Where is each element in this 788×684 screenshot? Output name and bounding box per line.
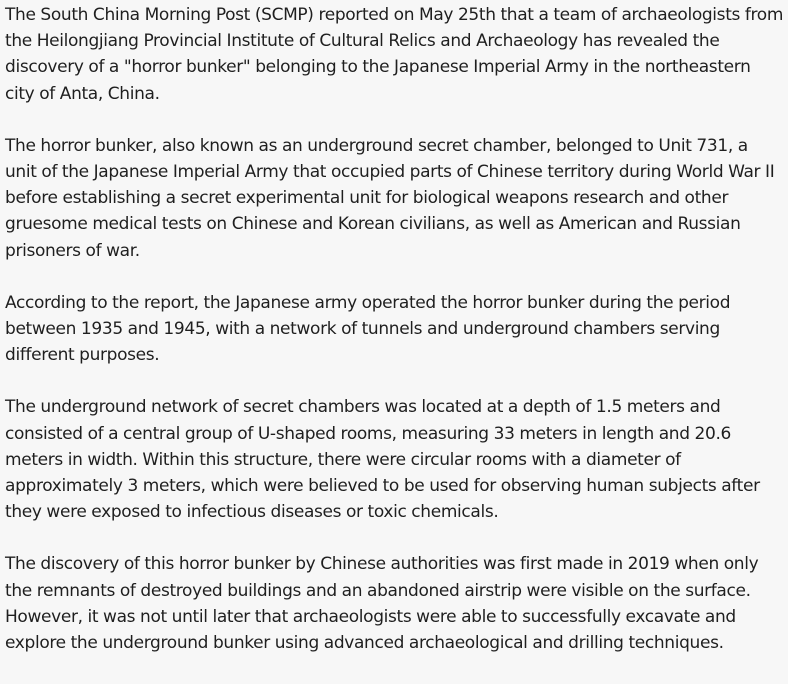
article-paragraph-discovery: The discovery of this horror bunker by Chinese authorities was first made in 2019 when only the remnants of destroyed buildings and an abandoned airstrip were visible on the surface. However, it was not until later that archaeologists were able to successfully excavate and explore the underground bunker using advanced archaeological and drilling techniques. — [5, 554, 759, 654]
article-paragraph-unit-731: The horror bunker, also known as an underground secret chamber, belonged to Unit 731, a unit of the Japanese Imperial Army that occupied parts of Chinese territory during World War II before establishing a secret experimental unit for biological weapons research and other gruesome medical tests on Chinese and Korean civilians, as well as American and Russian prisoners of war. — [5, 135, 775, 261]
article-paragraph-chamber-dimensions: The underground network of secret chambers was located at a depth of 1.5 meters and consisted of a central group of U-shaped rooms, measuring 33 meters in length and 20.6 meters in width. Within this structure, there were circular rooms with a diameter of approximately 3 meters, which were believed to be used for observing human subjects after they were exposed to infectious diseases or toxic chemicals. — [5, 397, 760, 523]
article-paragraph-scmp-report: The South China Morning Post (SCMP) reported on May 25th that a team of archaeologists from the Heilongjiang Provincial Institute of Cultural Relics and Archaeology has revealed the discovery of a "horror bunker" belonging to the Japanese Imperial Army in the northeastern city of Anta, China. — [5, 5, 784, 104]
article-paragraph-operation-period: According to the report, the Japanese army operated the horror bunker during the period between 1935 and 1945, with a network of tunnels and underground chambers serving different purposes. — [5, 292, 731, 366]
